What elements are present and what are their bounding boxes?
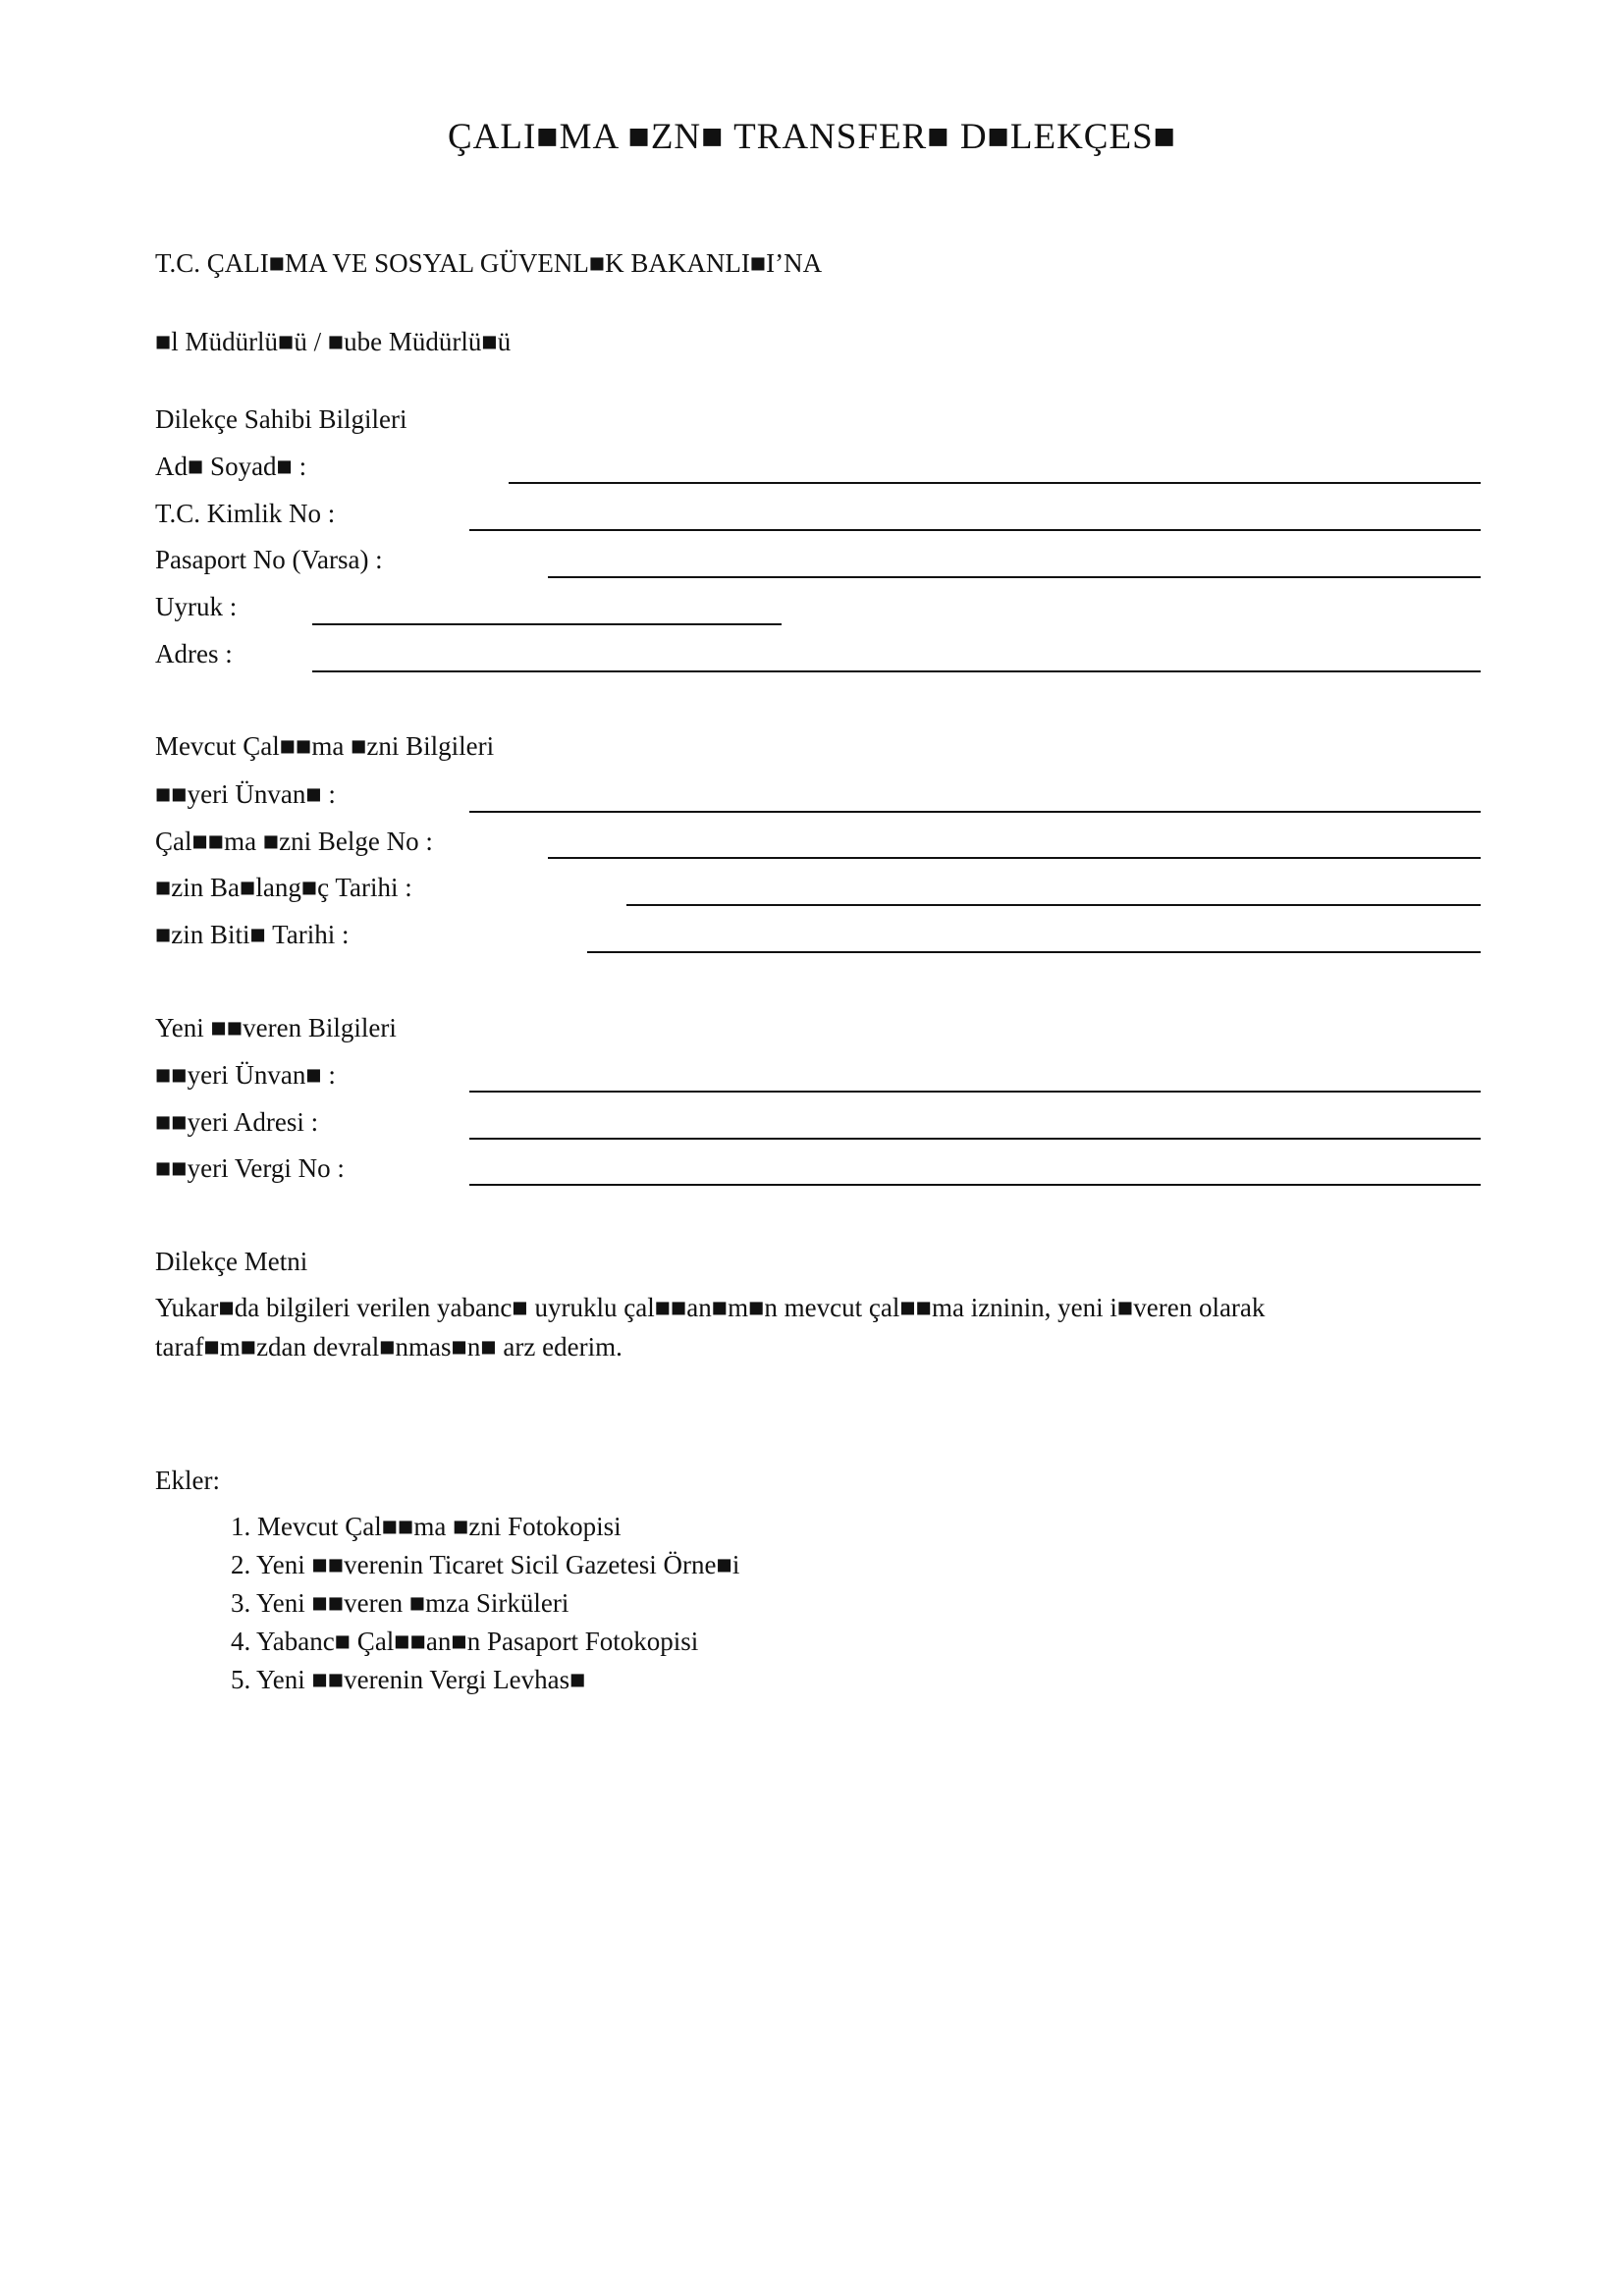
current-workplace-label: ■■yeri Ünvan■ : bbox=[155, 779, 336, 809]
address-field-line[interactable] bbox=[312, 670, 1481, 672]
name-label: Ad■ Soyad■ : bbox=[155, 452, 307, 481]
permit-number-label: Çal■■ma ■zni Belge No : bbox=[155, 827, 433, 856]
new-workplace-address-label: ■■yeri Adresi : bbox=[155, 1107, 319, 1137]
directorate: ■l Müdürlü■ü / ■ube Müdürlü■ü bbox=[155, 327, 512, 356]
passport-label: Pasaport No (Varsa) : bbox=[155, 545, 383, 574]
tc-id-label: T.C. Kimlik No : bbox=[155, 499, 336, 528]
new-workplace-address-field-line[interactable] bbox=[469, 1138, 1481, 1140]
current-permit-heading: Mevcut Çal■■ma ■zni Bilgileri bbox=[155, 731, 495, 761]
permit-start-field-line[interactable] bbox=[626, 904, 1481, 906]
petition-heading: Dilekçe Metni bbox=[155, 1247, 308, 1276]
tc-id-field-line[interactable] bbox=[469, 529, 1481, 531]
current-workplace-field-line[interactable] bbox=[469, 811, 1481, 813]
document-title: ÇALI■MA ■ZN■ TRANSFER■ D■LEKÇES■ bbox=[447, 117, 1177, 157]
petition-text-line-2: taraf■m■zdan devral■nmas■n■ arz ederim. bbox=[155, 1332, 623, 1362]
permit-start-label: ■zin Ba■lang■ç Tarihi : bbox=[155, 873, 412, 902]
new-workplace-field-line[interactable] bbox=[469, 1091, 1481, 1093]
nationality-label: Uyruk : bbox=[155, 592, 238, 621]
permit-end-label: ■zin Biti■ Tarihi : bbox=[155, 920, 350, 949]
petition-text-line-1: Yukar■da bilgileri verilen yabanc■ uyruklu çal■■an■m■n mevcut çal■■ma izninin, yeni i■veren olarak bbox=[155, 1293, 1266, 1322]
name-field-line[interactable] bbox=[509, 482, 1481, 484]
new-workplace-label: ■■yeri Ünvan■ : bbox=[155, 1060, 336, 1090]
permit-number-field-line[interactable] bbox=[548, 857, 1481, 859]
attachment-item: 2. Yeni ■■verenin Ticaret Sicil Gazetesi Örne■i bbox=[231, 1550, 740, 1579]
new-workplace-tax-field-line[interactable] bbox=[469, 1184, 1481, 1186]
applicant-heading: Dilekçe Sahibi Bilgileri bbox=[155, 404, 407, 434]
attachment-item: 3. Yeni ■■veren ■mza Sirküleri bbox=[231, 1588, 569, 1618]
attachment-item: 5. Yeni ■■verenin Vergi Levhas■ bbox=[231, 1665, 586, 1694]
new-workplace-tax-label: ■■yeri Vergi No : bbox=[155, 1153, 345, 1183]
attachments-list bbox=[231, 1508, 739, 1699]
attachment-item: 1. Mevcut Çal■■ma ■zni Fotokopisi bbox=[231, 1512, 622, 1541]
new-employer-heading: Yeni ■■veren Bilgileri bbox=[155, 1013, 397, 1042]
nationality-field-line[interactable] bbox=[312, 623, 782, 625]
permit-end-field-line[interactable] bbox=[587, 951, 1481, 953]
attachment-item: 4. Yabanc■ Çal■■an■n Pasaport Fotokopisi bbox=[231, 1627, 699, 1656]
passport-field-line[interactable] bbox=[548, 576, 1481, 578]
addressee: T.C. ÇALI■MA VE SOSYAL GÜVENL■K BAKANLI■I’NA bbox=[155, 248, 823, 278]
attachments-heading: Ekler: bbox=[155, 1466, 220, 1495]
address-label: Adres : bbox=[155, 639, 233, 668]
